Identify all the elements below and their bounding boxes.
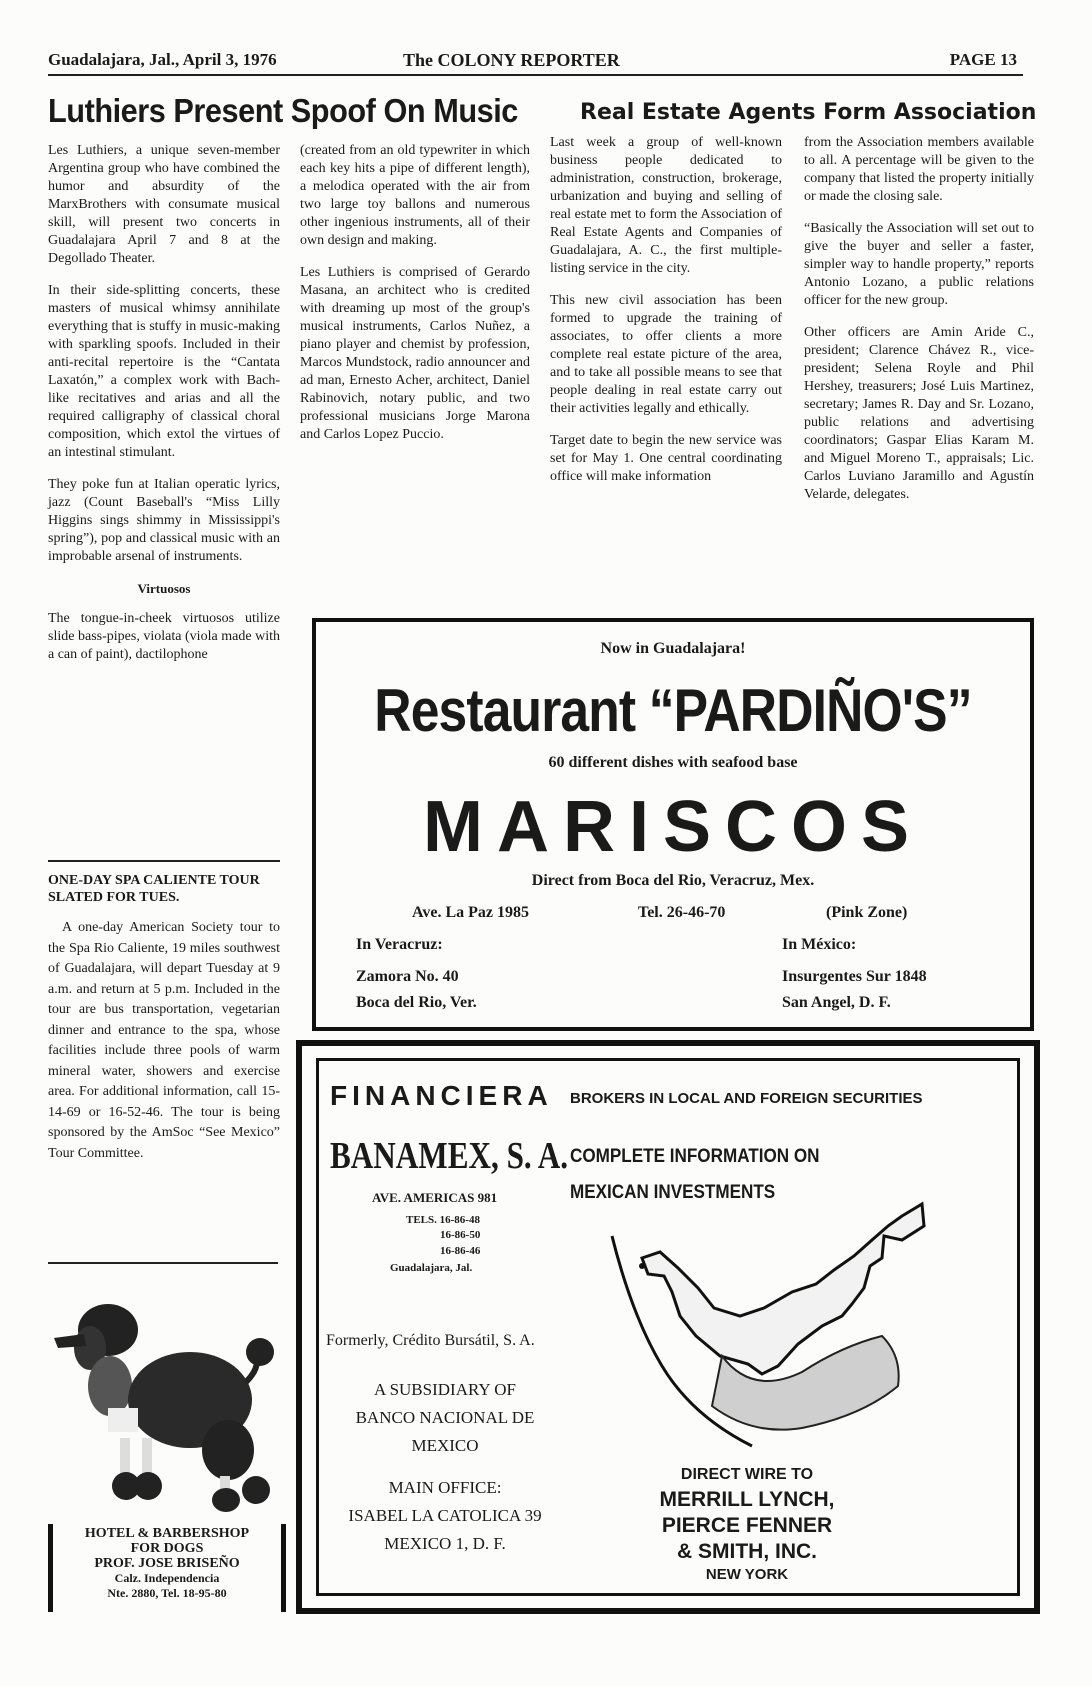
bank-info-1: COMPLETE INFORMATION ON	[570, 1146, 820, 1167]
bank-main-office: MAIN OFFICE:	[388, 1478, 502, 1497]
luthiers-column-2	[300, 142, 530, 458]
ad-address: Ave. La Paz 1985	[412, 904, 530, 921]
bank-wire-4: & SMITH, INC.	[677, 1540, 817, 1563]
restaurant-ad	[312, 618, 1034, 1031]
ad-mexico-address: Insurgentes Sur 1848	[782, 968, 927, 985]
bank-tels: 16-86-50	[440, 1229, 481, 1241]
paragraph: “Basically the Association will set out to give the buyer and seller a faster, simpler way to handle property,” reports Antonio Lozano, a public relations officer for the new group.	[804, 221, 1034, 308]
spa-headline: ONE-DAY SPA CALIENTE TOUR SLATED FOR TUES.	[48, 873, 260, 905]
restaurant-name: Restaurant “PARDIÑO'S”	[374, 677, 972, 744]
paper-name: The COLONY REPORTER	[403, 50, 620, 70]
paragraph: (created from an old typewriter in which each key hits a pipe of different length), a melodica operated with the air from two large toy ballons and numerous other ingenious instruments, all of their own design and making.	[300, 143, 530, 248]
poodle-illustration	[50, 1290, 290, 1520]
luthiers-column-1	[48, 142, 280, 678]
dog-ad-line: Calz. Independencia	[114, 1571, 220, 1585]
bank-address: AVE. AMERICAS 981	[372, 1190, 498, 1205]
column-divider	[48, 860, 280, 862]
dog-hotel-ad	[48, 1524, 286, 1612]
bank-wire-5: NEW YORK	[705, 1566, 789, 1583]
masthead	[48, 44, 1023, 76]
bank-brokers: BROKERS IN LOCAL AND FOREIGN SECURITIES	[570, 1090, 923, 1107]
bank-tels: 16-86-46	[440, 1245, 481, 1257]
mariscos-title: MARISCOS	[422, 787, 924, 867]
paragraph: from the Association members available to all. A percentage will be given to the company that listed the property initially or made the closing sale.	[804, 135, 1034, 204]
ad-telephone: Tel. 26-46-70	[638, 904, 726, 921]
bank-title-2: BANAMEX, S. A.	[330, 1135, 569, 1177]
dog-ad-line: Nte. 2880, Tel. 18-95-80	[107, 1586, 227, 1600]
bank-city: Guadalajara, Jal.	[390, 1262, 473, 1274]
mexico-map-illustration	[602, 1196, 932, 1466]
bank-formerly: Formerly, Crédito Bursátil, S. A.	[326, 1332, 535, 1349]
ad-kicker: Now in Guadalajara!	[600, 640, 746, 657]
bank-wire-1: DIRECT WIRE TO	[680, 1466, 814, 1483]
dog-ad-line: PROF. JOSE BRISEÑO	[94, 1556, 240, 1571]
bank-subsidiary: BANCO NACIONAL DE	[355, 1408, 535, 1427]
paragraph: Target date to begin the new service was set for May 1. One central coordinating office will make information	[550, 433, 782, 484]
bank-subsidiary: A SUBSIDIARY OF	[373, 1380, 517, 1399]
bank-title-1: FINANCIERA	[330, 1080, 553, 1111]
bank-ad	[296, 1040, 1040, 1614]
ad-mexico-city: San Angel, D. F.	[782, 994, 891, 1011]
bank-wire-2: MERRILL LYNCH,	[659, 1488, 835, 1511]
dog-ad-line: FOR DOGS	[130, 1541, 204, 1556]
realestate-column-1	[550, 134, 782, 500]
paragraph: They poke fun at Italian operatic lyrics, jazz (Count Baseball's “Miss Lilly Higgins sings shimmy in Mississippi's spring”), pop and classical music with an improbable arsenal of instruments.	[48, 477, 280, 564]
paragraph: A one-day American Society tour to the Spa Rio Caliente, 19 miles southwest of Guadalajara, will depart Tuesday at 9 a.m. and return at 5 p.m. Included in the tour are bus transportation, vegetarian dinner and entrance to the spa, whose facilities include three pools of warm mineral water, showers and exercise area. For additional information, call 15-14-69 or 16-52-46. The tour is being sponsored by the AmSoc “See Mexico” Tour Committee.	[48, 920, 280, 1161]
realestate-headline: Real Estate Agents Form Association	[580, 100, 1037, 125]
paragraph: This new civil association has been formed to upgrade the training of associates, to offer clients a more complete real estate picture of the area, and to take all possible means to see that people dealing in real estate carry out their activities legally and ethically.	[550, 293, 782, 416]
paragraph: Other officers are Amin Aride C., president; Clarence Chávez R., vice-president; Selena Royle and Phil Hershey, treasurers; José Luis Martinez, secretary; James R. Day and Sr. Lozano, public relations and advertising coordinators; Gaspar Elias Karam M. and Miguel Moreno T., appraisals; Lic. Carlos Luviano Jaramillo and Agustín Velarde, delegates.	[804, 325, 1034, 502]
bank-tels: TELS. 16-86-48	[406, 1214, 480, 1226]
dateline: Guadalajara, Jal., April 3, 1976	[48, 50, 277, 69]
paragraph: The tongue-in-cheek virtuosos utilize slide bass-pipes, violata (viola made with a can of paint), dactilophone	[48, 611, 280, 662]
ad-veracruz-heading: In Veracruz:	[356, 936, 443, 953]
ad-veracruz-city: Boca del Rio, Ver.	[356, 994, 477, 1011]
paragraph: Les Luthiers is comprised of Gerardo Masana, an architect who is credited with dreaming up most of the group's musical instruments, Carlos Nuñez, a piano player and chemist by profession, Marcos Mundstock, radio announcer and ad man, Ernesto Acher, architect, Daniel Rabinovich, notary public, and two professional musicians Jorge Marona and Carlos Lopez Puccio.	[300, 265, 530, 442]
subhead: Virtuosos	[137, 581, 191, 596]
bank-main-office: MEXICO 1, D. F.	[384, 1534, 506, 1553]
realestate-column-2	[804, 134, 1034, 518]
ad-zone: (Pink Zone)	[826, 904, 908, 921]
paragraph: Last week a group of well-known business people dedicated to administration, construction, brokerage, urbanization and buying and selling of real estate met to form the Association of Real Estate Agents and Companies of Guadalajara, A. C., the first multiple-listing service in the city.	[550, 135, 782, 276]
bank-info-2: MEXICAN INVESTMENTS	[570, 1182, 776, 1203]
spa-story	[48, 918, 280, 1178]
ad-origin: Direct from Boca del Rio, Veracruz, Mex.	[531, 872, 815, 889]
ad-veracruz-address: Zamora No. 40	[356, 968, 459, 985]
bank-subsidiary: MEXICO	[411, 1436, 479, 1455]
dog-ad-line: HOTEL & BARBERSHOP	[84, 1526, 250, 1541]
paragraph: In their side-splitting concerts, these masters of musical whimsy annihilate everything that is stuffy in music-making with sparkling spoofs. Included in their anti-recital repertoire is the “Cantata Laxatón,” a complex work with Bach-like recitatives and arias and all the required calligraphy of classical choral composition, which extol the virtues of an intestinal stimulant.	[48, 283, 280, 460]
ad-mexico-heading: In México:	[782, 936, 857, 953]
luthiers-headline: Luthiers Present Spoof On Music	[48, 92, 518, 129]
column-divider	[48, 1262, 278, 1264]
bank-main-office: ISABEL LA CATOLICA 39	[348, 1506, 542, 1525]
page-number: PAGE 13	[949, 50, 1017, 69]
bank-wire-3: PIERCE FENNER	[661, 1514, 833, 1537]
paragraph: Les Luthiers, a unique seven-member Argentina group who have combined the humor and absurdity of the MarxBrothers with consumate musical skill, will present two concerts in Guadalajara April 7 and 8 at the Degollado Theater.	[48, 143, 280, 266]
ad-tagline: 60 different dishes with seafood base	[548, 754, 798, 771]
